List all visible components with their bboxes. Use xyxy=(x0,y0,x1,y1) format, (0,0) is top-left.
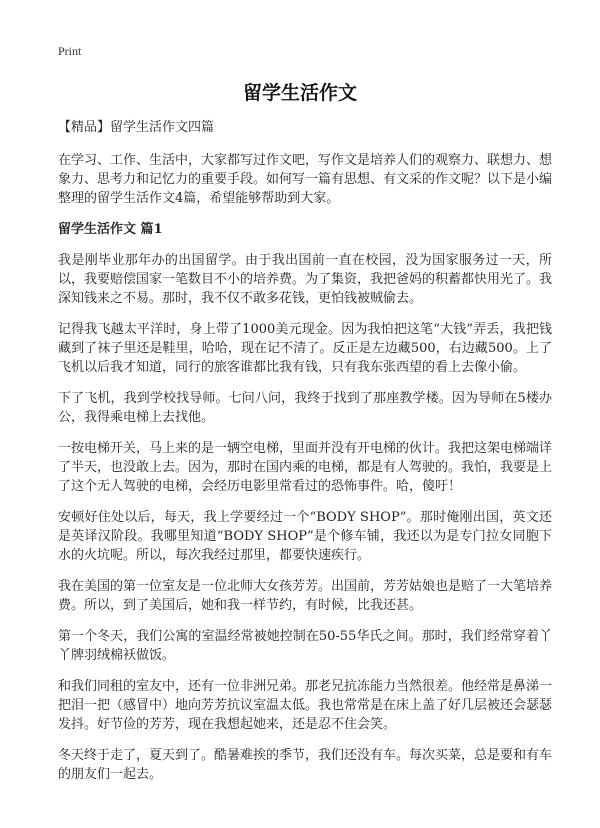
body-paragraph: 冬天终于走了，夏天到了。酷暑难挨的季节，我们还没有车。每次买菜，总是要和有车的朋友们一起去。 xyxy=(58,748,553,782)
intro-paragraph: 在学习、工作、生活中，大家都写过作文吧，写作文是培养人们的观察力、联想力、想象力、思考力和记忆力的重要手段。如何写一篇有思想、有文采的作文呢？以下是小编整理的留学生活作文4篇，希望能够帮助到大家。 xyxy=(58,153,553,206)
body-paragraph: 安顿好住处以后，每天，我上学要经过一个“BODY SHOP”。那时俺刚出国，英文还是英译汉阶段。我哪里知道“BODY SHOP”是个修车铺，我还以为是专门拉女同胞下水的火坑呢。所以，每次我经过那里，都要快速疾行。 xyxy=(58,510,552,563)
document-body xyxy=(58,118,552,796)
body-paragraph: 下了飞机，我到学校找导师。七问八问，我终于找到了那座教学楼。因为导师在5楼办公，我得乘电梯上去找他。 xyxy=(58,391,552,425)
body-paragraph: 一按电梯开关，马上来的是一辆空电梯，里面并没有开电梯的伙计。我把这架电梯端详了半天，也没敢上去。因为，那时在国内乘的电梯，都是有人驾驶的。我怕，我要是上了这个无人驾驶的电梯，会经历电影里常看过的恐怖事件。哈，傻吁！ xyxy=(58,441,553,494)
body-paragraph: 和我们同租的室友中，还有一位非洲兄弟。那老兄抗冻能力当然很差。他经常是鼻涕一把泪一把（感冒中）地向芳芳抗议室温太低。我也常常是在床上盖了好几层被还会瑟瑟发抖。好节俭的芳芳，现在我想起她来，还是忍不住会笑。 xyxy=(58,679,553,732)
section-heading: 留学生活作文 篇1 xyxy=(58,222,163,237)
body-paragraph: 第一个冬天，我们公寓的室温经常被她控制在50-55华氏之间。那时，我们经常穿着丫丫牌羽绒棉袄做饭。 xyxy=(58,629,552,663)
body-paragraph: 我在美国的第一位室友是一位北师大女孩芳芳。出国前，芳芳姑娘也是赔了一大笔培养费。所以，到了美国后，她和我一样节约，有时候，比我还甚。 xyxy=(58,579,553,613)
document-title: 留学生活作文 xyxy=(242,82,357,104)
body-paragraph: 我是刚毕业那年办的出国留学。由于我出国前一直在校园，没为国家服务过一天，所以，我要赔偿国家一笔数目不小的培养费。为了集资，我把爸妈的积蓄都快用光了。我深知钱来之不易。那时，我不仅不敢多花钱，更怕钱被贼偷去。 xyxy=(58,253,553,306)
body-paragraph: 记得我飞越太平洋时，身上带了1000美元现金。因为我怕把这笔“大钱”弄丢，我把钱藏到了袜子里还是鞋里，哈哈，现在记不清了。反正是左边藏500，右边藏500。上了飞机以后我才知道，同行的旅客谁都比我有钱，只有我东张西望的看上去像小偷。 xyxy=(58,322,552,375)
print-link[interactable]: Print xyxy=(58,44,82,58)
document-subtitle: 【精品】留学生活作文四篇 xyxy=(58,120,215,135)
